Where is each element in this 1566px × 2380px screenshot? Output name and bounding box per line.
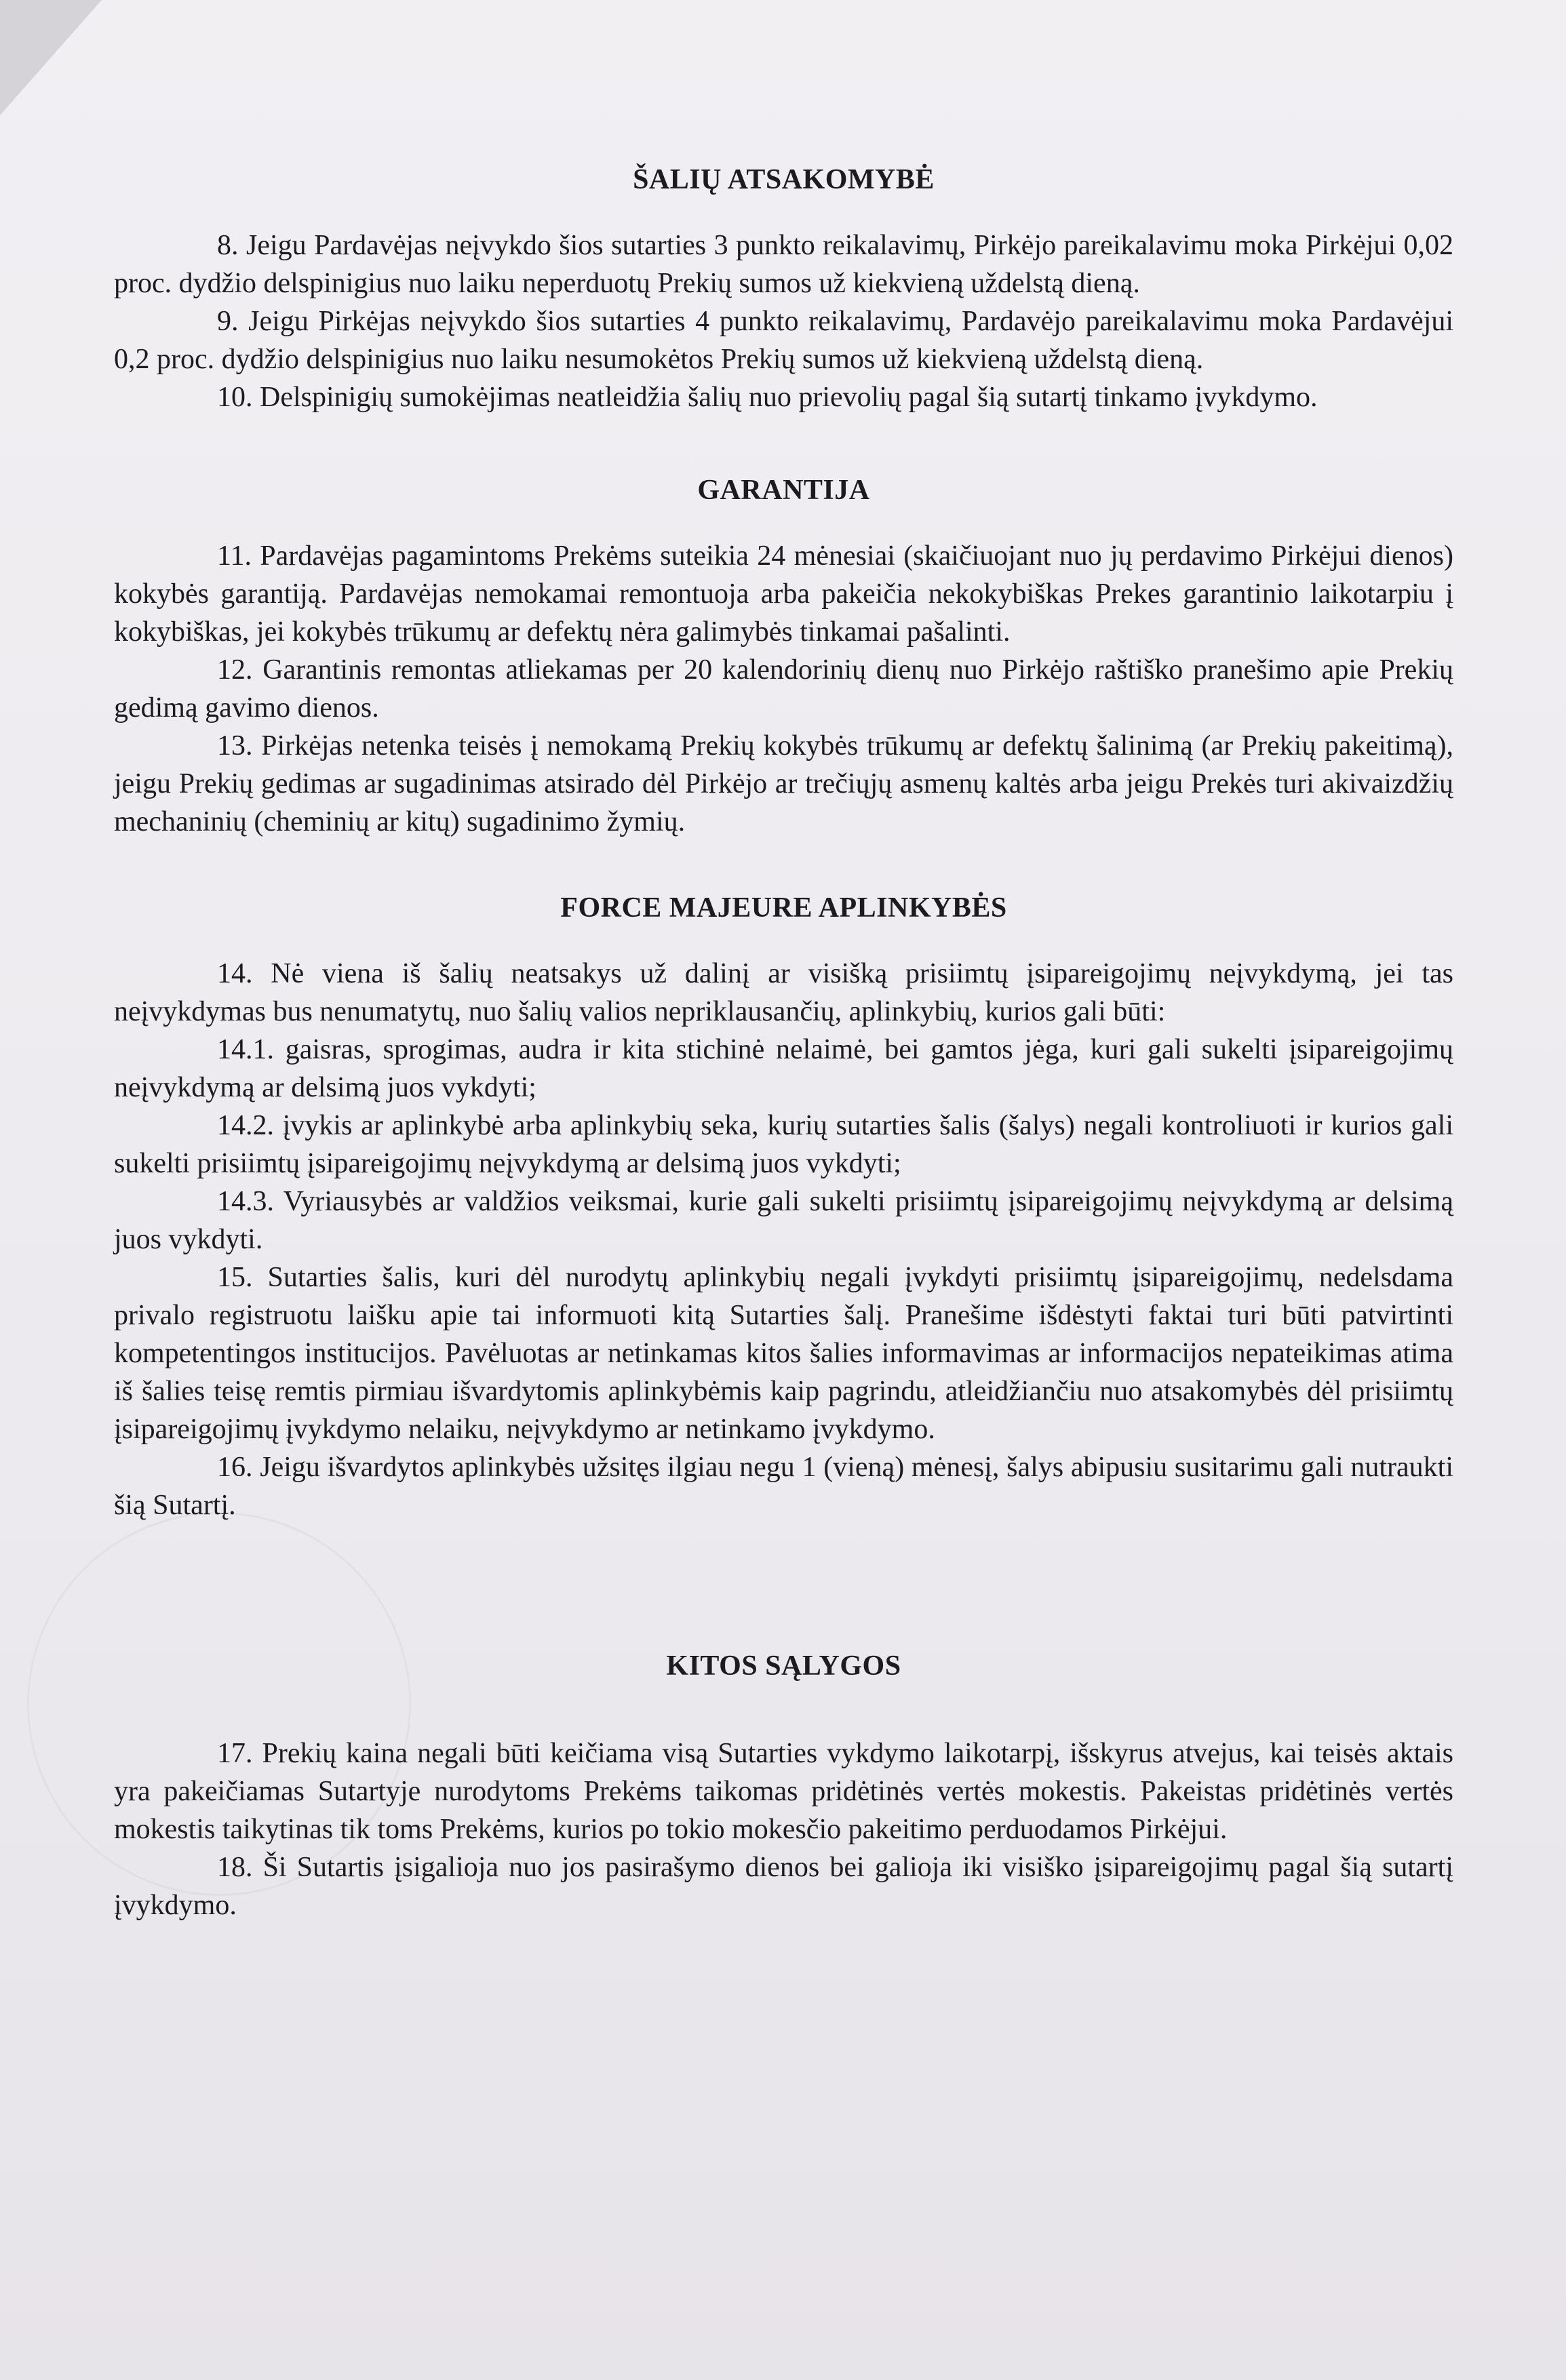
section-title-saliu-atsakomybe: ŠALIŲ ATSAKOMYBĖ [633,164,935,195]
paragraph-10: 10. Delspinigių sumokėjimas neatleidžia šalių nuo prievolių pagal šią sutartį tinkamo įvykdymo. [217,382,1318,413]
paragraph-16: 16. Jeigu išvardytos aplinkybės užsitęs ilgiau negu 1 (vieną) mėnesį, šalys abipusiu susitarimu gali nutraukti šią Sutartį. [114,1452,1453,1521]
paragraph-12: 12. Garantinis remontas atliekamas per 20 kalendorinių dienų nuo Pirkėjo raštiško pranešimo apie Prekių gedimą gavimo dienos. [114,654,1453,723]
document-body [114,0,1453,1924]
page-corner-fold [0,0,102,115]
paragraph-14-3: 14.3. Vyriausybės ar valdžios veiksmai, kurie gali sukelti prisiimtų įsipareigojimų neįvykdymą ar delsimą juos vykdyti. [114,1186,1453,1255]
paragraph-18: 18. Ši Sutartis įsigalioja nuo jos pasirašymo dienos bei galioja iki visiško įsipareigojimų pagal šią sutartį įvykdymo. [114,1852,1453,1921]
paragraph-17: 17. Prekių kaina negali būti keičiama visą Sutarties vykdymo laikotarpį, išskyrus atvejus, kai teisės aktais yra pakeičiamas Sutartyje nurodytoms Prekėms taikomas pridėtinės vertės mokestis. Pakeistas pridėtinės vertės mokestis taikytinas tik toms Prekėms, kurios po tokio mokesčio pakeitimo perduodamos Pirkėjui. [114,1738,1453,1845]
paragraph-15: 15. Sutarties šalis, kuri dėl nurodytų aplinkybių negali įvykdyti prisiimtų įsipareigojimų, nedelsdama privalo registruotu laišku apie tai informuoti kitą Sutarties šalį. Pranešime išdėstyti faktai turi būti patvirtinti kompetentingos institucijos. Pavėluotas ar netinkamas kitos šalies informavimas ar informacijos nepateikimas atima iš šalies teisę remtis pirmiau išvardytomis aplinkybėmis kaip pagrindu, atleidžiančiu nuo atsakomybės dėl prisiimtų įsipareigojimų įvykdymo nelaiku, neįvykdymo ar netinkamo įvykdymo. [114,1262,1453,1445]
section-title-kitos-salygos: KITOS SĄLYGOS [666,1650,901,1682]
paragraph-13: 13. Pirkėjas netenka teisės į nemokamą Prekių kokybės trūkumų ar defektų šalinimą (ar Prekių pakeitimą), jeigu Prekių gedimas ar sugadinimas atsirado dėl Pirkėjo ar trečiųjų asmenų kaltės arba jeigu Prekės turi akivaizdžių mechaninių (cheminių ar kitų) sugadinimo žymių. [114,730,1453,837]
paragraph-11: 11. Pardavėjas pagamintoms Prekėms suteikia 24 mėnesiai (skaičiuojant nuo jų perdavimo Pirkėjui dienos) kokybės garantiją. Pardavėjas nemokamai remontuoja arba pakeičia nekokybiškas Prekes garantinio laikotarpiu į kokybiškas, jei kokybės trūkumų ar defektų nėra galimybės tinkamai pašalinti. [114,540,1453,648]
paragraph-9: 9. Jeigu Pirkėjas neįvykdo šios sutarties 4 punkto reikalavimų, Pardavėjo pareikalavimu moka Pardavėjui 0,2 proc. dydžio delspinigius nuo laiku nesumokėtos Prekių sumos už kiekvieną uždelstą dieną. [114,306,1453,375]
paragraph-14-1: 14.1. gaisras, sprogimas, audra ir kita stichinė nelaimė, bei gamtos jėga, kuri gali sukelti įsipareigojimų neįvykdymą ar delsimą juos vykdyti; [114,1034,1453,1103]
paragraph-14: 14. Nė viena iš šalių neatsakys už dalinį ar visišką prisiimtų įsipareigojimų neįvykdymą, jei tas neįvykdymas bus nenumatytų, nuo šalių valios nepriklausančių, aplinkybių, kurios gali būti: [114,958,1453,1027]
paragraph-8: 8. Jeigu Pardavėjas neįvykdo šios sutarties 3 punkto reikalavimų, Pirkėjo pareikalavimu moka Pirkėjui 0,02 proc. dydžio delspinigius nuo laiku neperduotų Prekių sumos už kiekvieną uždelstą dieną. [114,230,1453,299]
paragraph-14-2: 14.2. įvykis ar aplinkybė arba aplinkybių seka, kurių sutarties šalis (šalys) negali kontroliuoti ir kurios gali sukelti prisiimtų įsipareigojimų neįvykdymą ar delsimą juos vykdyti; [114,1110,1453,1179]
section-title-garantija: GARANTIJA [697,475,870,506]
section-title-force-majeure: FORCE MAJEURE APLINKYBĖS [560,892,1007,924]
